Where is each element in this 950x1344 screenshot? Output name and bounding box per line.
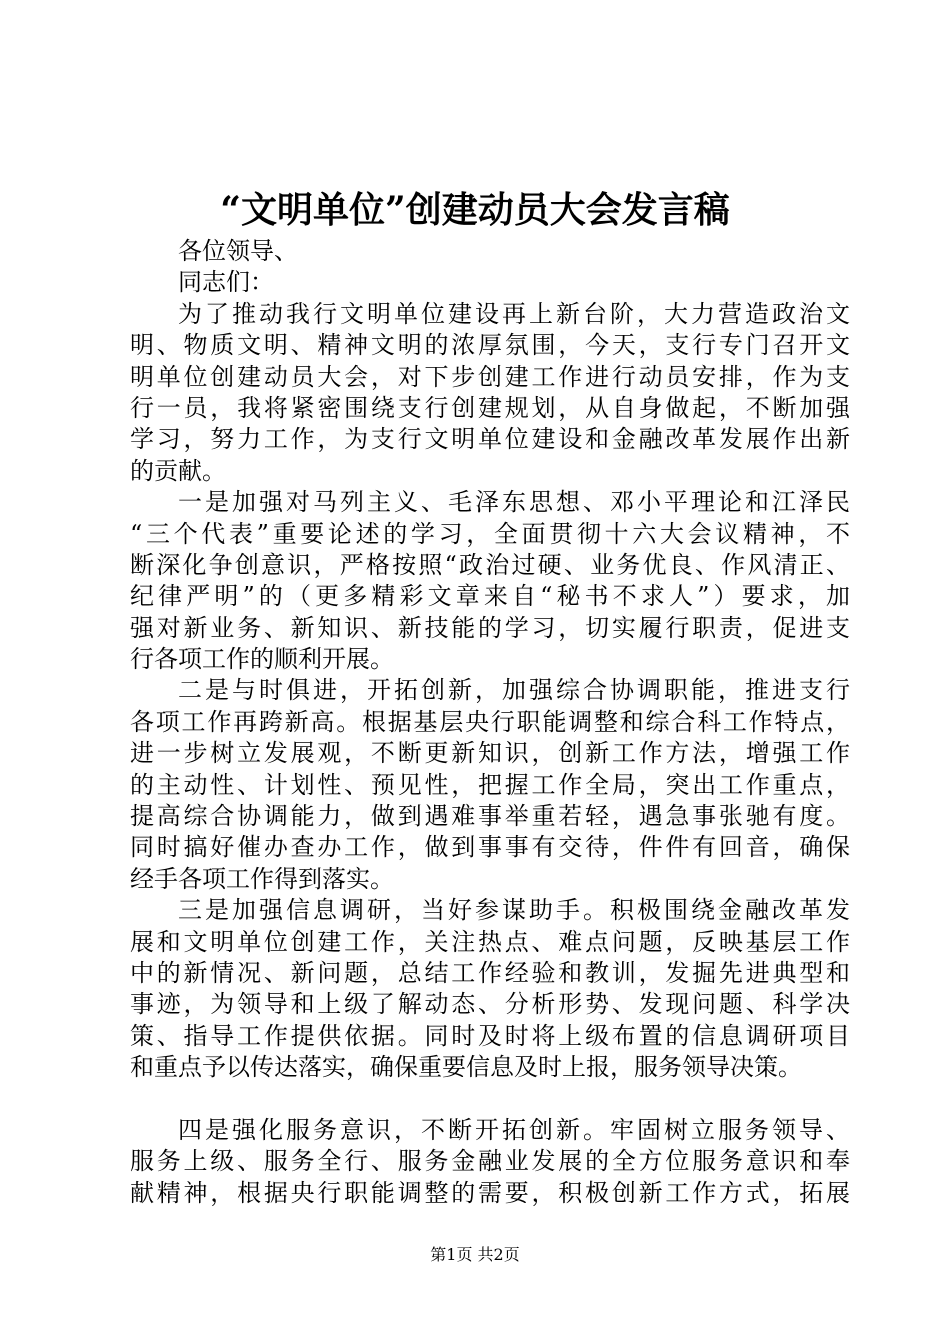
greeting-line: 各位领导、: [178, 237, 298, 265]
paragraph: [130, 895, 850, 1083]
paragraph-line: 中的新情况、新问题，总结工作经验和教训，发掘先进典型和: [130, 958, 850, 987]
paragraph-line: 和重点予以传达落实，确保重要信息及时上报，服务领导决策。: [130, 1053, 802, 1082]
paragraph-line: 展和文明单位创建工作，关注热点、难点问题，反映基层工作: [130, 927, 850, 956]
paragraph-line: 进一步树立发展观，不断更新知识，创新工作方法，增强工作: [130, 739, 850, 768]
paragraph-line: 行各项工作的顺利开展。: [130, 645, 394, 674]
paragraph-line: 一是加强对马列主义、毛泽东思想、邓小平理论和江泽民: [178, 488, 850, 517]
paragraph-line: 学习，努力工作，为支行文明单位建设和金融改革发展作出新: [130, 425, 850, 454]
paragraph-line: 的主动性、计划性、预见性，把握工作全局，突出工作重点，: [130, 770, 850, 799]
page-footer: 第1页 共2页: [430, 1245, 520, 1264]
paragraph-line: 同时搞好催办查办工作，做到事事有交待，件件有回音，确保: [130, 833, 850, 862]
document-title: “文明单位”创建动员大会发言稿: [220, 189, 730, 231]
paragraph-line: 献精神，根据央行职能调整的需要，积极创新工作方式，拓展: [130, 1178, 850, 1207]
paragraph-line: 明、物质文明、精神文明的浓厚氛围，今天，支行专门召开文: [130, 331, 850, 360]
paragraph-line: 服务上级、服务全行、服务金融业发展的全方位服务意识和奉: [130, 1147, 850, 1176]
paragraph-spacer: [130, 1084, 850, 1115]
document-body: [130, 236, 850, 1209]
paragraph-line: 事迹，为领导和上级了解动态、分析形势、发现问题、科学决: [130, 990, 850, 1019]
paragraph-line: “三个代表”重要论述的学习，全面贯彻十六大会议精神，不: [130, 519, 850, 548]
paragraph-line: 强对新业务、新知识、新技能的学习，切实履行职责，促进支: [130, 613, 850, 642]
paragraph-line: 四是强化服务意识，不断开拓创新。牢固树立服务领导、: [178, 1115, 850, 1144]
paragraph-line: 断深化争创意识，严格按照“政治过硬、业务优良、作风清正、: [130, 550, 850, 579]
paragraph-line: 二是与时俱进，开拓创新，加强综合协调职能，推进支行: [178, 676, 850, 705]
paragraph-line: 各项工作再跨新高。根据基层央行职能调整和综合科工作特点，: [130, 707, 850, 736]
paragraph-line: 纪律严明”的（更多精彩文章来自“秘书不求人”）要求，加: [130, 582, 850, 611]
paragraph-line: 为了推动我行文明单位建设再上新台阶，大力营造政治文: [178, 299, 850, 328]
paragraph-line: 的贡献。: [130, 456, 226, 485]
paragraph-line: 提高综合协调能力，做到遇难事举重若轻，遇急事张驰有度。: [130, 802, 850, 831]
greeting-line: 同志们：: [178, 268, 274, 297]
paragraph: [130, 487, 850, 675]
paragraph: [130, 675, 850, 895]
paragraph: [130, 1115, 850, 1209]
paragraph-line: 明单位创建动员大会，对下步创建工作进行动员安排，作为支: [130, 362, 850, 391]
paragraph-line: 经手各项工作得到落实。: [130, 864, 394, 893]
paragraph-line: 行一员，我将紧密围绕支行创建规划，从自身做起，不断加强: [130, 393, 850, 422]
paragraph-line: 策、指导工作提供依据。同时及时将上级布置的信息调研项目: [130, 1021, 850, 1050]
paragraph-line: 三是加强信息调研，当好参谋助手。积极围绕金融改革发: [178, 896, 850, 925]
paragraph: [130, 299, 850, 487]
